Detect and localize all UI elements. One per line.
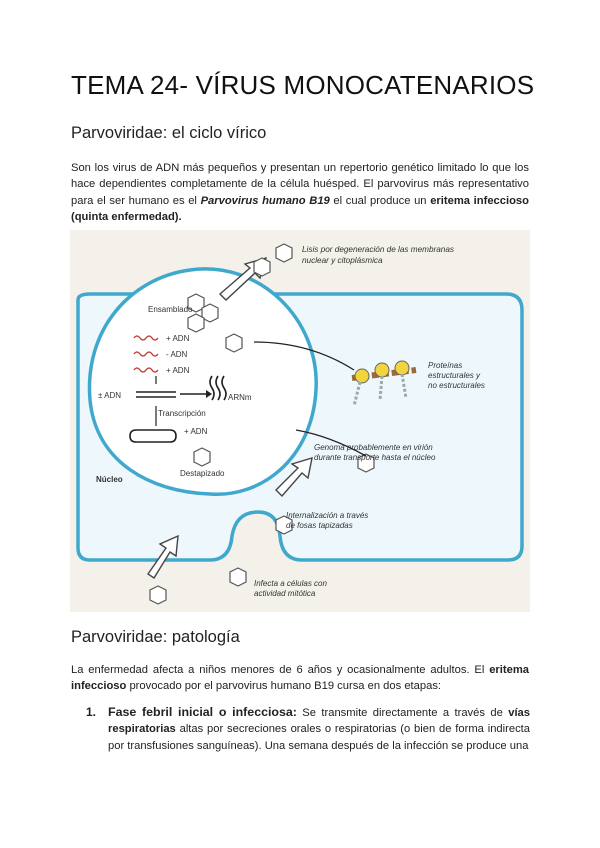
- virion-infect: [230, 568, 246, 586]
- section-heading-patologia: Parvoviridae: patología: [71, 628, 240, 646]
- list-item-title: Fase febril inicial o infecciosa:: [108, 705, 297, 719]
- pathology-text-a: La enfermedad afecta a niños menores de 6 años y ocasionalmente adultos. El: [71, 664, 490, 676]
- protein-3: [395, 361, 409, 375]
- intro-paragraph: [71, 160, 529, 226]
- intro-text-eritema: eritema infeccioso (quinta enfermedad).: [71, 194, 529, 224]
- label-genoma-2: durante transporte hasta el núcleo: [314, 453, 436, 462]
- intro-text-b19: Parvovirus humano B19: [200, 194, 330, 207]
- pathology-text-c: provocado por el parvovirus humano B19 cursa en dos etapas:: [126, 680, 442, 693]
- label-lisis-2: nuclear y citoplásmica: [302, 256, 383, 265]
- label-infecta-2: actividad mitótica: [254, 589, 316, 598]
- viral-cycle-figure: [70, 230, 530, 612]
- viral-cycle-diagram: [70, 230, 530, 612]
- label-destapizado: Destapizado: [180, 469, 225, 478]
- label-adn-left: ± ADN: [98, 391, 122, 400]
- protein-2: [375, 363, 389, 377]
- label-intern-1: Internalización a través: [286, 511, 369, 520]
- label-adn-4: + ADN: [184, 427, 208, 436]
- protein-1: [355, 369, 369, 383]
- label-intern-2: de fosas tapizadas: [286, 521, 353, 530]
- list-item-number: 1.: [86, 705, 97, 719]
- page-title: TEMA 24- VÍRUS MONOCATENARIOS: [71, 70, 535, 100]
- list-item-body: [108, 704, 530, 754]
- label-adn-2: - ADN: [166, 350, 188, 359]
- label-ensamblado: Ensamblado: [148, 305, 193, 314]
- stages-list: [86, 704, 530, 754]
- label-adn-3: + ADN: [166, 366, 190, 375]
- intro-text-a: Son los virus de ADN más pequeños y presentan un repertorio genético limitado lo que los hace dependientes completamente de la célula huésped. El parvovirus más representativo para el ser humano es el: [71, 162, 529, 207]
- intro-text-c: el cual produce un: [329, 194, 431, 207]
- list-item-text-1: Se transmite directamente a través de: [296, 707, 509, 719]
- label-proteinas-1: Proteínas: [428, 361, 463, 370]
- list-item: [86, 704, 530, 754]
- label-infecta-1: Infecta a células con: [254, 579, 327, 588]
- virion-lysis: [254, 258, 270, 276]
- virion-entering: [226, 334, 242, 352]
- label-nucleo: Núcleo: [96, 475, 123, 484]
- label-transcripcion: Transcripción: [158, 409, 206, 418]
- label-proteinas-2: estructurales y: [428, 371, 481, 380]
- label-proteinas-3: no estructurales: [428, 381, 485, 390]
- section-heading-ciclo: Parvoviridae: el ciclo vírico: [71, 124, 267, 142]
- label-arnm: ARNm: [228, 393, 252, 402]
- label-adn-1: + ADN: [166, 334, 190, 343]
- list-item-bold-1: vías respiratorias: [108, 707, 530, 736]
- virion-top: [276, 244, 292, 262]
- label-genoma-1: Genoma probablemente en virión: [314, 443, 433, 452]
- list-item-text-2: altas por secreciones orales o respiratorias (o bien de forma indirecta por transfusiones sanguíneas). Una semana después de la infección se produce una: [108, 723, 530, 752]
- label-lisis-1: Lisis por degeneración de las membranas: [302, 245, 455, 254]
- virion-uncoating: [194, 448, 210, 466]
- pathology-text-eritema: eritema infeccioso: [71, 664, 529, 693]
- virion-outside: [150, 586, 166, 604]
- pathology-paragraph: [71, 662, 529, 695]
- virion-assembled-3: [188, 314, 204, 332]
